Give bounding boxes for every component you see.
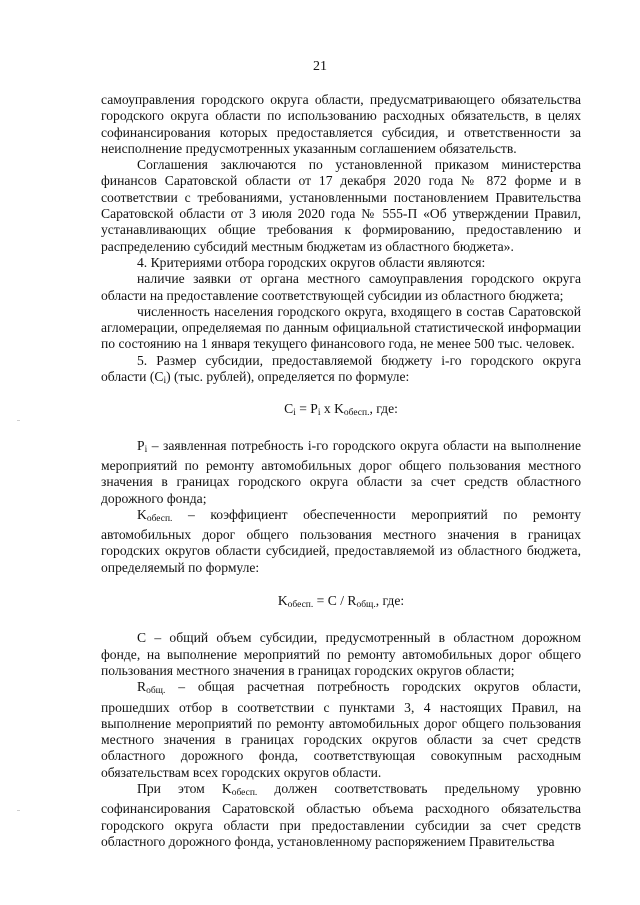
formula-subscript: общ. [356,600,376,611]
paragraph-criterion-population: численность населения городского округа, входящего в состав Саратовской агломерации, определяемая по данным официальной статистической информации по состоянию на 1 января текущего финансового года, не менее 500 тыс. человек. [101,303,581,352]
definition-symbol: K [137,506,147,522]
formula-tail: , где: [375,593,405,609]
formula-symbol: C [284,401,294,417]
definition-symbol: R [137,679,147,695]
definition-subscript: i [144,444,148,455]
definition-subscript: обесп. [231,787,258,798]
paragraph-continuation: самоуправления городского округа области, предусматривающего обязательства городского округа области по использованию расходных обязательств, в целях софинансирования которых предоставляется субсидия, и ответственности за неисполнение предусмотренных указанным соглашением обязательств. [101,92,581,156]
formula-subscript: i [317,408,321,419]
definition-subscript: обесп. [146,513,173,524]
definition-text: – коэффициент обеспеченности мероприятий по ремонту автомобильных дорог общего пользования местного значения в границах городских округов области субсидией, предоставляемой из областного бюджета, определяемый по формуле: [101,506,581,575]
formula-symbol: = C / R [313,593,357,609]
definition-text: При этом K [137,780,232,796]
page-number: 21 [313,59,327,74]
paragraph-r-definition [101,679,581,781]
paragraph-selection-criteria: 4. Критериями отбора городских округов области являются: [137,254,486,270]
paragraph-k-definition [101,507,581,576]
subsidy-size-text: 5. Размер субсидии, предоставляемой бюджету i-го городского округа области (C [101,352,581,385]
definition-text: – общая расчетная потребность городских округов области, прошедших отбор в соответствии с пунктами 3, 4 настоящих Правил, на выполнение мероприятий по ремонту автомобильных дорог общего пользования местного значения в границах городских округов области за счет средств областного дорожного фонда, соответствующая совокупным расходным обязательствам всех городских округов области. [101,679,581,780]
paragraph-criterion-application: наличие заявки от органа местного самоуправления городского округа области на предоставление соответствующей субсидии из областного бюджета; [101,271,581,303]
formula-subscript: i [293,408,296,419]
formula-subsidy [101,401,581,421]
formula-coefficient [101,593,581,613]
formula-symbol: = P [295,401,318,417]
paragraph-agreements: Соглашения заключаются по установленной приказом министерства финансов Саратовской области от 17 декабря 2020 года № 872 форме и в соответствии с требованиями, установленными постановлением Правительства Саратовской области от 3 июля 2020 года № 555-П «Об утверждении Правил, устанавливающих общие требования к формированию, предоставлению и распределению субсидий местным бюджетам из областного бюджета». [101,157,581,254]
formula-subscript: обесп. [287,600,314,611]
document-body [101,92,581,850]
formula-subscript: обесп. [343,408,370,419]
definition-text: должен соответствовать предельному уровню софинансирования Саратовской областью объема расходного обязательства городского округа области при предоставлении субсидии за счет средств областного дорожного фонда, установленному распоряжением Правительства [101,780,581,849]
paragraph-cofinancing-limit [101,781,581,850]
paragraph-p-definition [101,438,581,507]
subscript-i: i [163,376,167,387]
formula-symbol: x K [320,401,344,417]
formula-symbol: K [277,593,288,609]
definition-text: – заявленная потребность i-го городского округа области на выполнение мероприятий по ремонту автомобильных дорог общего пользования местного значения в границах городского округа области за счет средств областного дорожного фонда; [101,437,581,506]
paragraph-subsidy-size [101,353,581,390]
definition-subscript: общ. [146,686,166,697]
definition-symbol: P [137,437,145,453]
formula-tail: , где: [369,401,398,417]
scan-artifact [17,420,20,421]
subsidy-size-text-end: ) (тыс. рублей), определяется по формуле: [166,369,410,385]
scan-artifact [17,810,20,811]
paragraph-c-definition: C – общий объем субсидии, предусмотренный в областном дорожном фонде, на выполнение мероприятий по ремонту автомобильных дорог общего пользования местного значения в границах городских округов области; [101,630,581,678]
